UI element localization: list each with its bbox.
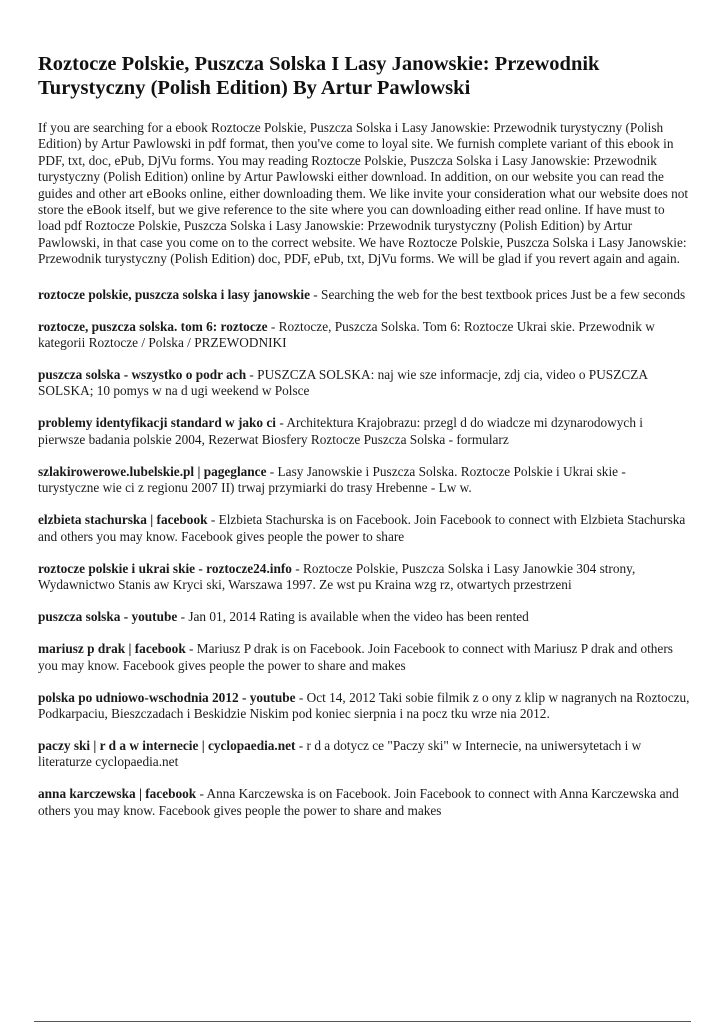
entry-title: paczy ski | r d a w internecie | cyclopaedia.net xyxy=(38,737,296,753)
entry-title: anna karczewska | facebook xyxy=(38,786,197,802)
entry-title: szlakirowerowe.lubelskie.pl | pageglance xyxy=(38,463,267,479)
entry-text: - Anna Karczewska is on Facebook. Join Facebook to connect with Anna Karczewska and others you may know. Facebook gives people the power to share and makes xyxy=(38,786,679,818)
entry-title: puszcza solska - wszystko o podr ach xyxy=(38,367,247,383)
list-item xyxy=(38,464,690,497)
list-item xyxy=(38,287,690,303)
intro-paragraph: If you are searching for a ebook Roztocze Polskie, Puszcza Solska i Lasy Janowskie: Przewodnik turystyczny (Polish Edition) by Artur Pawlowski in pdf format, then you've come to loyal site. We furnish complete variant of this ebook in PDF, txt, doc, ePub, DjVu forms. You may reading Roztocze Polskie, Puszcza Solska i Lasy Janowskie: Przewodnik turystyczny (Polish Edition) online by Artur Pawlowski either download. In addition, on our website you can read the guides and other art eBooks online, either downloading them. We like invite your consideration what our website does not store the eBook itself, but we give reference to the site where you can downloading either read online. If have must to load pdf Roztocze Polskie, Puszcza Solska i Lasy Janowskie: Przewodnik turystyczny (Polish Edition) by Artur Pawlowski, in that case you come on to the correct website. We have Roztocze Polskie, Puszcza Solska i Lasy Janowskie: Przewodnik turystyczny (Polish Edition) doc, PDF, ePub, txt, DjVu forms. We will be glad if you revert again and again. xyxy=(38,120,689,267)
list-item xyxy=(38,415,690,448)
list-item xyxy=(38,786,690,819)
list-item xyxy=(38,609,690,625)
entry-text: - Elzbieta Stachurska is on Facebook. Join Facebook to connect with Elzbieta Stachurska and others you may know. Facebook gives people the power to share xyxy=(38,512,686,544)
entry-title: problemy identyfikacji standard w jako ci xyxy=(38,415,276,431)
entry-text: - PUSZCZA SOLSKA: naj wie sze informacje, zdj cia, video o PUSZCZA SOLSKA; 10 pomys w na d ugi weekend w Polsce xyxy=(38,367,648,399)
list-item xyxy=(38,319,690,352)
entry-text: - Oct 14, 2012 Taki sobie filmik z o ony z klip w nagranych na Roztoczu, Podkarpaciu, Bieszczadach i Beskidzie Niskim pod koniec sierpnia i na pocz tku wrze nia 2012. xyxy=(38,689,690,721)
entry-title: roztocze polskie i ukrai skie - roztocze24.info xyxy=(38,560,292,576)
entry-text: - Architektura Krajobrazu: przegl d do wiadcze mi dzynarodowych i pierwsze badania polskie 2004, Rezerwat Biosfery Roztocze Puszcza Solska - formularz xyxy=(38,415,644,447)
entry-text: - Mariusz P drak is on Facebook. Join Facebook to connect with Mariusz P drak and others you may know. Facebook gives people the power to share and makes xyxy=(38,641,673,673)
document-page xyxy=(38,52,690,835)
entry-title: roztocze, puszcza solska. tom 6: roztocze xyxy=(38,318,268,334)
entry-title: elzbieta stachurska | facebook xyxy=(38,512,208,528)
list-item xyxy=(38,561,690,594)
list-item xyxy=(38,641,690,674)
entry-title: roztocze polskie, puszcza solska i lasy janowskie xyxy=(38,286,310,302)
entry-text: - Searching the web for the best textbook prices Just be a few seconds xyxy=(309,286,686,302)
list-item xyxy=(38,367,690,400)
list-item xyxy=(38,738,690,771)
entry-title: mariusz p drak | facebook xyxy=(38,641,186,657)
entry-title: polska po udniowo-wschodnia 2012 - youtube xyxy=(38,689,296,705)
entry-text: - Jan 01, 2014 Rating is available when the video has been rented xyxy=(177,609,529,625)
entry-list xyxy=(38,287,690,819)
entry-text: - Roztocze, Puszcza Solska. Tom 6: Roztocze Ukrai skie. Przewodnik w kategorii Roztocze / Polska / PRZEWODNIKI xyxy=(38,318,655,351)
entry-text: - r d a dotycz ce "Paczy ski" w Internecie, na uniwersytetach i w literaturze cyclopaedia.net xyxy=(38,737,642,770)
list-item xyxy=(38,512,690,545)
entry-text: - Roztocze Polskie, Puszcza Solska i Lasy Janowkie 304 strony, Wydawnictwo Stanis aw Kryci ski, Warszawa 1997. Ze wst pu Kraina wzg rz, otwartych przestrzeni xyxy=(38,560,636,593)
footer-divider xyxy=(34,1021,691,1022)
entry-text: - Lasy Janowskie i Puszcza Solska. Roztocze Polskie i Ukrai skie - turystyczne wie ci z regionu 2007 II) trwaj przymiarki do trasy Hrebenne - Lw w. xyxy=(38,463,626,496)
document-title: Roztocze Polskie, Puszcza Solska I Lasy Janowskie: Przewodnik Turystyczny (Polish Edition) By Artur Pawlowski xyxy=(38,53,600,99)
list-item xyxy=(38,690,690,723)
entry-title: puszcza solska - youtube xyxy=(38,609,178,625)
